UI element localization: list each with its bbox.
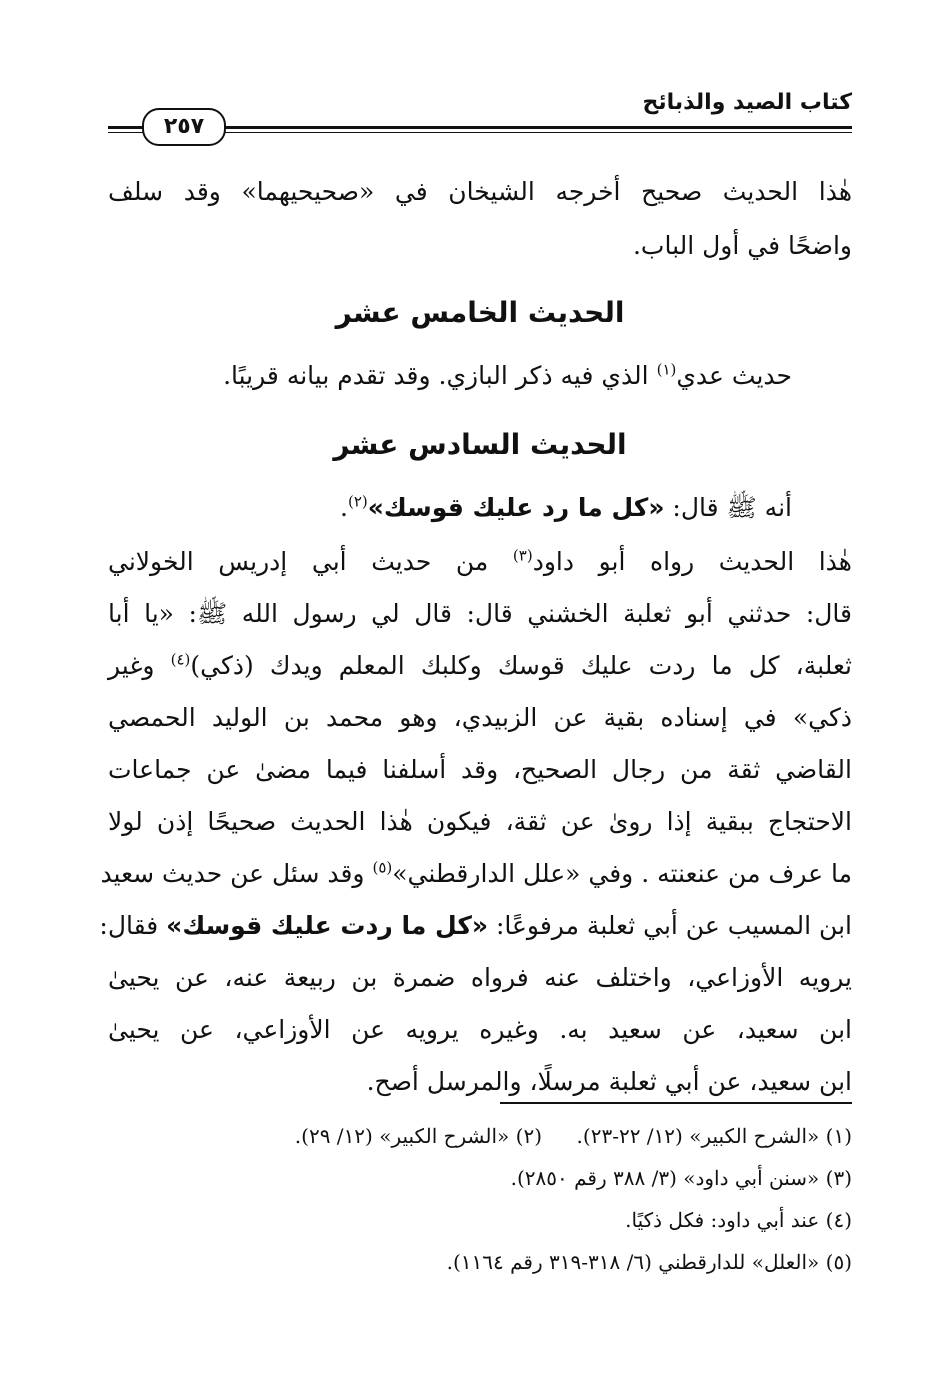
section-heading-15: الحديث الخامس عشر — [335, 296, 625, 329]
footnote-ref: (٣) — [512, 546, 533, 565]
text-fragment: ابن المسيب عن أبي ثعلبة مرفوعًا: — [488, 911, 852, 940]
footnote-ref: (٤) — [170, 650, 191, 669]
running-title: كتاب الصيد والذبائح — [642, 90, 852, 115]
text-fragment: ثعلبة، كل ما ردت عليك قوسك وكلبك المعلم ويدك (ذكي) — [190, 651, 852, 680]
page-header — [108, 88, 852, 148]
text-line — [99, 900, 852, 952]
main-paragraph — [99, 536, 852, 1096]
text-line: ابن سعيد، عن سعيد به. وغيره يرويه عن الأوزاعي، عن يحيىٰ — [108, 1015, 852, 1044]
text-fragment: وغير — [108, 651, 171, 680]
text-fragment: من حديث أبي إدريس الخولاني — [108, 547, 513, 576]
text-fragment: وقد سئل عن حديث سعيد — [100, 859, 373, 888]
text-line: ذكي» في إسناده بقية عن الزبيدي، وهو محمد بن الوليد الحمصي — [108, 703, 852, 732]
footnote-5: (٥) «العلل» للدارقطني (٦/ ٣١٨-٣١٩ رقم ١١٦٤). — [446, 1250, 852, 1274]
text-line — [223, 350, 792, 402]
footnote-2: (٢) «الشرح الكبير» (١٢/ ٢٩). — [294, 1124, 542, 1148]
text-fragment: فقال: — [99, 911, 167, 940]
text-line — [108, 640, 852, 692]
text-fragment: ما عرف من عنعنته . وفي «علل الدارقطني» — [392, 859, 852, 888]
footnote-ref: (١) — [656, 360, 677, 379]
text-fragment: هٰذا الحديث رواه أبو داود — [532, 547, 852, 576]
intro-paragraph — [108, 166, 852, 276]
footnote-ref: (٥) — [372, 858, 393, 877]
hadith-quote: «كل ما رد عليك قوسك» — [367, 493, 665, 522]
section-heading-16: الحديث السادس عشر — [333, 428, 627, 461]
section-15-text — [108, 350, 852, 402]
text-line: واضحًا في أول الباب. — [632, 231, 852, 260]
footnote-ref: (٢) — [347, 492, 368, 511]
text-fragment: حديث عدي — [676, 361, 792, 390]
footnote-3: (٣) «سنن أبي داود» (٣/ ٣٨٨ رقم ٢٨٥٠). — [510, 1166, 852, 1190]
section-16-intro — [108, 482, 852, 534]
text-line: قال: حدثني أبو ثعلبة الخشني قال: قال لي رسول الله ﷺ: «يا أبا — [108, 599, 852, 628]
text-line — [100, 848, 852, 900]
footnote-separator — [500, 1102, 852, 1104]
text-fragment: . — [340, 493, 348, 522]
text-line: الاحتجاج ببقية إذا روىٰ عن ثقة، فيكون هٰذا الحديث صحيحًا إذن لولا — [108, 807, 852, 836]
text-line: القاضي ثقة من رجال الصحيح، وقد أسلفنا فيما مضىٰ عن جماعات — [108, 755, 852, 784]
footnote-4: (٤) عند أبي داود: فكل ذكيًا. — [625, 1208, 852, 1232]
text-line — [108, 536, 852, 588]
text-line: ابن سعيد، عن أبي ثعلبة مرسلًا، والمرسل أصح. — [366, 1067, 852, 1096]
hadith-quote: «كل ما ردت عليك قوسك» — [166, 911, 489, 940]
page-number: ٢٥٧ — [142, 108, 226, 146]
text-line: يرويه الأوزاعي، واختلف عنه فرواه ضمرة بن ربيعة عنه، عن يحيىٰ — [108, 963, 852, 992]
text-fragment: أنه ﷺ قال: — [664, 493, 792, 522]
text-line: هٰذا الحديث صحيح أخرجه الشيخان في «صحيحيهما» وقد سلف — [108, 177, 852, 206]
text-line — [340, 482, 792, 534]
text-fragment: الذي فيه ذكر البازي. وقد تقدم بيانه قريبًا. — [223, 361, 657, 390]
footnote-1: (١) «الشرح الكبير» (١٢/ ٢٢-٢٣). — [576, 1124, 852, 1148]
